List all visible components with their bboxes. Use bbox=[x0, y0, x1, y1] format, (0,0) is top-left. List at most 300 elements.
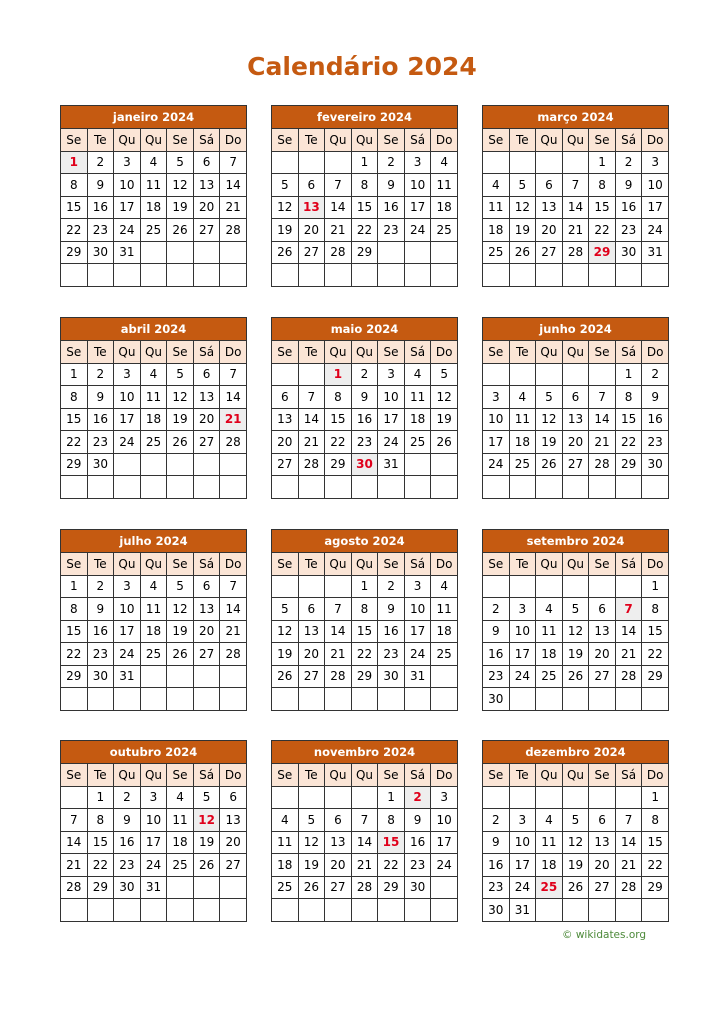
weekday-label: Te bbox=[87, 764, 114, 787]
week-row bbox=[483, 408, 669, 431]
weekday-row bbox=[272, 129, 458, 152]
week-row bbox=[61, 899, 247, 922]
day-cell: 4 bbox=[167, 786, 194, 809]
weekday-label: Sá bbox=[615, 341, 642, 364]
day-cell: 9 bbox=[378, 174, 405, 197]
day-cell: 18 bbox=[272, 854, 299, 877]
day-cell: 18 bbox=[536, 854, 563, 877]
day-cell: 22 bbox=[325, 431, 352, 454]
day-cell: 6 bbox=[325, 809, 352, 832]
day-cell: 18 bbox=[536, 643, 563, 666]
month-block bbox=[271, 105, 458, 287]
day-cell: 9 bbox=[114, 809, 141, 832]
day-cell: 23 bbox=[87, 643, 114, 666]
week-row bbox=[61, 876, 247, 899]
weekday-label: Qu bbox=[325, 129, 352, 152]
day-cell: 19 bbox=[167, 196, 194, 219]
weekday-label: Te bbox=[298, 553, 325, 576]
day-cell bbox=[193, 453, 220, 476]
weekday-row bbox=[272, 764, 458, 787]
weekday-label: Do bbox=[431, 341, 458, 364]
day-cell: 10 bbox=[509, 831, 536, 854]
day-cell: 29 bbox=[61, 241, 88, 264]
day-cell: 14 bbox=[220, 386, 247, 409]
day-cell: 27 bbox=[220, 854, 247, 877]
day-cell: 9 bbox=[87, 174, 114, 197]
week-row bbox=[483, 575, 669, 598]
day-cell: 29 bbox=[642, 665, 669, 688]
day-cell: 24 bbox=[509, 665, 536, 688]
week-row bbox=[272, 620, 458, 643]
day-cell: 10 bbox=[114, 598, 141, 621]
day-cell: 1 bbox=[642, 786, 669, 809]
day-cell: 24 bbox=[140, 854, 167, 877]
day-cell: 13 bbox=[220, 809, 247, 832]
week-row bbox=[272, 899, 458, 922]
day-cell: 16 bbox=[87, 408, 114, 431]
day-cell: 23 bbox=[404, 854, 431, 877]
day-cell: 30 bbox=[483, 688, 510, 711]
weekday-label: Qu bbox=[562, 129, 589, 152]
week-row bbox=[483, 899, 669, 922]
day-cell: 11 bbox=[536, 620, 563, 643]
day-cell bbox=[325, 264, 352, 287]
day-cell: 17 bbox=[642, 196, 669, 219]
day-cell: 12 bbox=[562, 620, 589, 643]
day-cell: 22 bbox=[378, 854, 405, 877]
day-cell: 9 bbox=[378, 598, 405, 621]
day-cell bbox=[589, 688, 616, 711]
day-cell: 18 bbox=[167, 831, 194, 854]
day-cell: 9 bbox=[642, 386, 669, 409]
day-cell: 4 bbox=[483, 174, 510, 197]
day-cell: 31 bbox=[642, 241, 669, 264]
week-row bbox=[61, 219, 247, 242]
weekday-label: Sá bbox=[193, 553, 220, 576]
day-cell bbox=[87, 476, 114, 499]
day-cell: 23 bbox=[483, 876, 510, 899]
weekday-label: Se bbox=[378, 129, 405, 152]
month-title: dezembro 2024 bbox=[482, 740, 669, 763]
day-cell: 28 bbox=[615, 876, 642, 899]
day-cell: 25 bbox=[167, 854, 194, 877]
day-cell: 25 bbox=[140, 643, 167, 666]
day-cell: 23 bbox=[642, 431, 669, 454]
day-cell: 13 bbox=[589, 620, 616, 643]
day-cell bbox=[220, 476, 247, 499]
day-cell bbox=[378, 241, 405, 264]
day-cell: 2 bbox=[87, 575, 114, 598]
day-cell: 19 bbox=[167, 620, 194, 643]
day-cell: 16 bbox=[483, 643, 510, 666]
day-cell: 10 bbox=[431, 809, 458, 832]
day-cell bbox=[562, 786, 589, 809]
day-cell: 6 bbox=[220, 786, 247, 809]
day-cell: 19 bbox=[509, 219, 536, 242]
day-cell: 4 bbox=[272, 809, 299, 832]
day-cell: 11 bbox=[167, 809, 194, 832]
day-cell: 11 bbox=[140, 174, 167, 197]
weekday-row bbox=[483, 553, 669, 576]
day-cell bbox=[87, 264, 114, 287]
day-cell: 29 bbox=[61, 665, 88, 688]
day-cell bbox=[167, 241, 194, 264]
day-cell: 20 bbox=[562, 431, 589, 454]
day-cell: 1 bbox=[61, 151, 88, 174]
day-cell: 22 bbox=[615, 431, 642, 454]
day-cell bbox=[61, 688, 88, 711]
day-cell: 20 bbox=[298, 219, 325, 242]
week-row bbox=[483, 643, 669, 666]
day-cell bbox=[431, 264, 458, 287]
day-cell: 8 bbox=[589, 174, 616, 197]
day-cell: 7 bbox=[351, 809, 378, 832]
day-cell: 3 bbox=[642, 151, 669, 174]
weekday-row bbox=[61, 341, 247, 364]
day-cell bbox=[298, 688, 325, 711]
week-row bbox=[483, 665, 669, 688]
weekday-row bbox=[61, 553, 247, 576]
day-cell: 7 bbox=[562, 174, 589, 197]
day-cell bbox=[536, 899, 563, 922]
day-cell: 1 bbox=[589, 151, 616, 174]
day-cell bbox=[562, 264, 589, 287]
day-cell bbox=[483, 264, 510, 287]
day-cell bbox=[114, 453, 141, 476]
week-row bbox=[61, 786, 247, 809]
week-row bbox=[483, 831, 669, 854]
day-cell: 15 bbox=[615, 408, 642, 431]
week-row bbox=[61, 264, 247, 287]
weekday-label: Se bbox=[589, 129, 616, 152]
day-cell: 16 bbox=[404, 831, 431, 854]
weekday-row bbox=[483, 764, 669, 787]
day-cell bbox=[589, 264, 616, 287]
day-cell bbox=[589, 786, 616, 809]
month-block bbox=[482, 317, 669, 499]
day-cell: 19 bbox=[298, 854, 325, 877]
day-cell: 9 bbox=[351, 386, 378, 409]
day-cell: 29 bbox=[642, 876, 669, 899]
day-cell: 12 bbox=[167, 174, 194, 197]
day-cell bbox=[642, 476, 669, 499]
day-cell: 27 bbox=[589, 665, 616, 688]
day-cell: 26 bbox=[562, 876, 589, 899]
day-cell bbox=[87, 688, 114, 711]
weekday-label: Te bbox=[87, 129, 114, 152]
day-cell: 28 bbox=[325, 665, 352, 688]
day-cell bbox=[193, 876, 220, 899]
weekday-label: Sá bbox=[404, 341, 431, 364]
weekday-row bbox=[483, 129, 669, 152]
day-cell bbox=[509, 264, 536, 287]
day-cell: 28 bbox=[220, 431, 247, 454]
weekday-label: Qu bbox=[325, 553, 352, 576]
day-cell: 12 bbox=[562, 831, 589, 854]
weekday-label: Se bbox=[272, 129, 299, 152]
day-cell: 9 bbox=[615, 174, 642, 197]
day-cell bbox=[509, 363, 536, 386]
day-cell: 1 bbox=[351, 151, 378, 174]
day-cell bbox=[509, 151, 536, 174]
week-row bbox=[483, 151, 669, 174]
week-row bbox=[483, 476, 669, 499]
day-cell bbox=[589, 363, 616, 386]
day-cell: 30 bbox=[351, 453, 378, 476]
day-cell bbox=[562, 688, 589, 711]
day-cell: 18 bbox=[509, 431, 536, 454]
day-cell bbox=[536, 575, 563, 598]
day-cell: 24 bbox=[642, 219, 669, 242]
day-cell: 11 bbox=[140, 598, 167, 621]
weekday-label: Sá bbox=[404, 129, 431, 152]
day-cell: 20 bbox=[193, 408, 220, 431]
day-cell: 26 bbox=[562, 665, 589, 688]
day-cell bbox=[589, 575, 616, 598]
weekday-label: Qu bbox=[114, 129, 141, 152]
day-cell bbox=[562, 151, 589, 174]
day-cell bbox=[272, 151, 299, 174]
day-cell: 9 bbox=[87, 598, 114, 621]
day-cell bbox=[61, 899, 88, 922]
day-cell: 20 bbox=[589, 643, 616, 666]
weekday-label: Qu bbox=[114, 341, 141, 364]
day-cell bbox=[140, 688, 167, 711]
day-cell: 24 bbox=[114, 643, 141, 666]
day-cell: 13 bbox=[298, 620, 325, 643]
day-cell: 1 bbox=[642, 575, 669, 598]
weekday-label: Qu bbox=[562, 553, 589, 576]
day-cell: 28 bbox=[298, 453, 325, 476]
day-cell bbox=[114, 476, 141, 499]
day-cell bbox=[140, 476, 167, 499]
day-cell bbox=[378, 899, 405, 922]
month-block bbox=[60, 317, 247, 499]
day-cell bbox=[431, 476, 458, 499]
day-cell: 8 bbox=[87, 809, 114, 832]
weekday-label: Sá bbox=[404, 764, 431, 787]
day-cell: 10 bbox=[642, 174, 669, 197]
day-cell: 15 bbox=[589, 196, 616, 219]
weekday-label: Se bbox=[61, 341, 88, 364]
day-cell: 6 bbox=[193, 151, 220, 174]
day-cell bbox=[167, 688, 194, 711]
day-cell: 26 bbox=[431, 431, 458, 454]
day-cell bbox=[167, 876, 194, 899]
weekday-label: Sá bbox=[193, 129, 220, 152]
day-cell: 11 bbox=[536, 831, 563, 854]
day-cell bbox=[193, 264, 220, 287]
day-cell: 13 bbox=[562, 408, 589, 431]
day-cell: 30 bbox=[87, 453, 114, 476]
day-cell: 4 bbox=[140, 575, 167, 598]
week-row bbox=[61, 688, 247, 711]
day-cell bbox=[378, 476, 405, 499]
month-block bbox=[482, 740, 669, 922]
day-cell: 6 bbox=[193, 363, 220, 386]
week-row bbox=[483, 264, 669, 287]
day-cell: 6 bbox=[272, 386, 299, 409]
weekday-label: Qu bbox=[351, 129, 378, 152]
day-cell: 15 bbox=[325, 408, 352, 431]
weekday-label: Se bbox=[272, 341, 299, 364]
week-row bbox=[483, 219, 669, 242]
day-cell bbox=[61, 264, 88, 287]
day-cell: 14 bbox=[220, 174, 247, 197]
day-cell bbox=[140, 241, 167, 264]
day-cell: 13 bbox=[325, 831, 352, 854]
weekday-label: Se bbox=[167, 129, 194, 152]
day-cell bbox=[193, 476, 220, 499]
month-block bbox=[60, 740, 247, 922]
day-cell: 30 bbox=[642, 453, 669, 476]
week-row bbox=[61, 809, 247, 832]
weekday-label: Se bbox=[483, 553, 510, 576]
weekday-label: Qu bbox=[351, 764, 378, 787]
weekday-label: Se bbox=[167, 553, 194, 576]
week-row bbox=[61, 408, 247, 431]
day-cell: 8 bbox=[61, 386, 88, 409]
day-cell: 2 bbox=[642, 363, 669, 386]
weekday-label: Se bbox=[483, 129, 510, 152]
day-cell bbox=[272, 476, 299, 499]
day-cell: 17 bbox=[378, 408, 405, 431]
day-cell: 3 bbox=[431, 786, 458, 809]
weekday-row bbox=[272, 553, 458, 576]
day-cell: 28 bbox=[325, 241, 352, 264]
day-cell: 3 bbox=[114, 151, 141, 174]
day-cell: 28 bbox=[351, 876, 378, 899]
week-row bbox=[272, 665, 458, 688]
day-cell: 30 bbox=[114, 876, 141, 899]
weekday-label: Te bbox=[298, 129, 325, 152]
weekday-label: Se bbox=[589, 341, 616, 364]
day-cell bbox=[615, 575, 642, 598]
day-cell: 4 bbox=[431, 151, 458, 174]
day-cell bbox=[536, 264, 563, 287]
day-cell: 10 bbox=[114, 174, 141, 197]
day-cell bbox=[87, 899, 114, 922]
weekday-label: Te bbox=[509, 764, 536, 787]
day-cell: 19 bbox=[562, 854, 589, 877]
day-cell bbox=[483, 363, 510, 386]
day-cell: 29 bbox=[351, 241, 378, 264]
week-row bbox=[61, 854, 247, 877]
day-cell: 25 bbox=[536, 665, 563, 688]
day-cell: 5 bbox=[167, 151, 194, 174]
day-cell: 2 bbox=[404, 786, 431, 809]
day-cell: 21 bbox=[589, 431, 616, 454]
day-cell: 10 bbox=[509, 620, 536, 643]
day-cell: 7 bbox=[615, 598, 642, 621]
day-cell bbox=[642, 899, 669, 922]
day-cell: 11 bbox=[431, 174, 458, 197]
day-cell: 3 bbox=[378, 363, 405, 386]
weekday-label: Do bbox=[431, 129, 458, 152]
day-cell bbox=[615, 899, 642, 922]
day-cell: 21 bbox=[298, 431, 325, 454]
day-cell: 5 bbox=[431, 363, 458, 386]
day-cell: 5 bbox=[272, 174, 299, 197]
day-cell bbox=[220, 899, 247, 922]
day-cell: 6 bbox=[536, 174, 563, 197]
day-cell bbox=[536, 786, 563, 809]
day-cell: 3 bbox=[114, 363, 141, 386]
day-cell: 2 bbox=[351, 363, 378, 386]
week-row bbox=[61, 575, 247, 598]
day-cell: 30 bbox=[615, 241, 642, 264]
day-cell bbox=[378, 688, 405, 711]
weekday-label: Do bbox=[431, 764, 458, 787]
weekday-label: Se bbox=[61, 129, 88, 152]
weekday-label: Do bbox=[642, 341, 669, 364]
day-cell: 5 bbox=[536, 386, 563, 409]
weekday-label: Te bbox=[298, 764, 325, 787]
day-cell bbox=[536, 363, 563, 386]
weekday-label: Se bbox=[272, 764, 299, 787]
day-cell: 20 bbox=[536, 219, 563, 242]
day-cell: 6 bbox=[298, 174, 325, 197]
day-cell: 22 bbox=[87, 854, 114, 877]
weekday-label: Sá bbox=[615, 764, 642, 787]
month-title: julho 2024 bbox=[60, 529, 247, 552]
weekday-label: Qu bbox=[536, 764, 563, 787]
day-cell: 23 bbox=[483, 665, 510, 688]
month-title: fevereiro 2024 bbox=[271, 105, 458, 128]
day-cell bbox=[509, 476, 536, 499]
day-cell: 29 bbox=[325, 453, 352, 476]
day-cell bbox=[562, 899, 589, 922]
day-cell bbox=[325, 575, 352, 598]
week-row bbox=[483, 453, 669, 476]
weekday-row bbox=[61, 764, 247, 787]
day-cell bbox=[351, 688, 378, 711]
day-cell: 17 bbox=[114, 620, 141, 643]
day-cell: 6 bbox=[193, 575, 220, 598]
day-cell: 27 bbox=[193, 431, 220, 454]
day-cell bbox=[220, 264, 247, 287]
day-cell: 8 bbox=[61, 174, 88, 197]
day-cell: 20 bbox=[272, 431, 299, 454]
day-cell: 8 bbox=[351, 174, 378, 197]
day-cell: 20 bbox=[220, 831, 247, 854]
day-cell: 18 bbox=[404, 408, 431, 431]
day-cell: 1 bbox=[615, 363, 642, 386]
day-cell: 31 bbox=[114, 665, 141, 688]
day-cell: 14 bbox=[298, 408, 325, 431]
week-row bbox=[61, 620, 247, 643]
day-cell bbox=[483, 786, 510, 809]
week-row bbox=[61, 174, 247, 197]
weekday-label: Qu bbox=[562, 341, 589, 364]
day-cell: 14 bbox=[61, 831, 88, 854]
day-cell bbox=[220, 241, 247, 264]
day-cell: 9 bbox=[483, 620, 510, 643]
day-cell: 17 bbox=[140, 831, 167, 854]
weekday-label: Sá bbox=[615, 553, 642, 576]
day-cell: 10 bbox=[483, 408, 510, 431]
day-cell: 29 bbox=[615, 453, 642, 476]
day-cell bbox=[431, 241, 458, 264]
day-cell: 1 bbox=[87, 786, 114, 809]
weekday-label: Se bbox=[61, 553, 88, 576]
day-cell: 15 bbox=[61, 196, 88, 219]
month-block bbox=[271, 529, 458, 711]
weekday-label: Do bbox=[220, 764, 247, 787]
day-cell: 19 bbox=[272, 219, 299, 242]
day-cell: 22 bbox=[642, 854, 669, 877]
day-cell: 22 bbox=[642, 643, 669, 666]
